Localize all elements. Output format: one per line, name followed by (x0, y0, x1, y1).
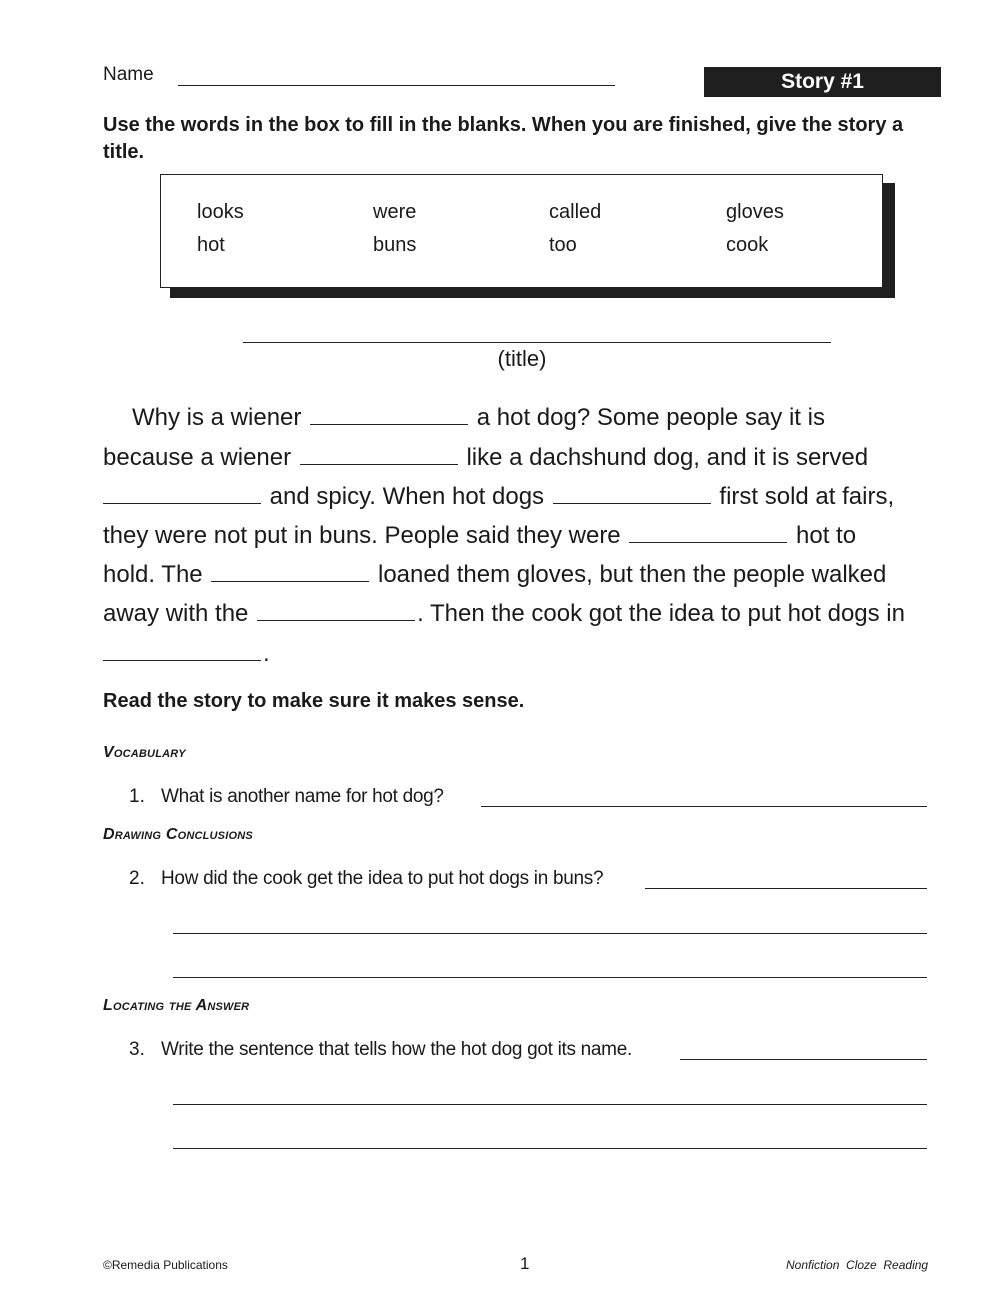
title-field[interactable] (243, 342, 831, 343)
name-label: Name (103, 64, 154, 85)
story-text: because a wiener (103, 444, 292, 471)
word-bank-item: were (373, 201, 417, 223)
story-line (103, 444, 868, 472)
story-blank[interactable] (257, 619, 415, 621)
word-bank-item: called (549, 201, 602, 223)
word-bank-item: too (549, 234, 577, 256)
story-text: hot to (796, 522, 857, 549)
footer-publisher: ©Remedia Publications (103, 1258, 228, 1272)
answer-line[interactable] (173, 977, 927, 978)
section-heading-drawing-conclusions: Drawing Conclusions (103, 826, 253, 843)
question-text: What is another name for hot dog? (161, 786, 444, 807)
story-blank[interactable] (629, 541, 787, 543)
story-line (103, 483, 894, 511)
story-line (103, 640, 270, 668)
story-text: Why is a wiener (132, 404, 302, 431)
story-blank[interactable] (310, 423, 468, 425)
instructions: Use the words in the box to fill in the blanks. When you are finished, give the story a title. (103, 114, 904, 163)
story-text: away with the (103, 600, 249, 627)
story-number-badge: Story #1 (704, 67, 941, 97)
word-box (160, 174, 883, 288)
story-text: first sold at fairs, (719, 483, 895, 510)
story-blank[interactable] (300, 463, 458, 465)
page-number: 1 (520, 1254, 530, 1273)
question-number: 1. (129, 786, 145, 807)
question-number: 2. (129, 868, 145, 889)
story-blank[interactable] (211, 580, 369, 582)
answer-line[interactable] (481, 806, 927, 807)
story-blank[interactable] (553, 502, 711, 504)
word-bank-item: buns (373, 234, 417, 256)
story-blank[interactable] (103, 502, 261, 504)
story-line (103, 561, 886, 589)
answer-line[interactable] (173, 1104, 927, 1105)
answer-line[interactable] (173, 933, 927, 934)
answer-line[interactable] (645, 888, 927, 889)
word-bank-item: looks (197, 201, 244, 223)
question-text: How did the cook get the idea to put hot dogs in buns? (161, 868, 604, 889)
section-heading-vocabulary: Vocabulary (103, 744, 186, 761)
story-line (103, 600, 905, 628)
story-text: hold. The (103, 561, 203, 588)
footer-book-title: Nonfiction Cloze Reading (786, 1258, 929, 1272)
name-field[interactable] (178, 85, 615, 86)
answer-line[interactable] (173, 1148, 927, 1149)
read-instruction: Read the story to make sure it makes sense. (103, 690, 525, 712)
story-line (132, 404, 825, 432)
story-text: a hot dog? Some people say it is (476, 404, 825, 431)
story-text: loaned them gloves, but then the people walked (377, 561, 887, 588)
story-text: like a dachshund dog, and it is served (466, 444, 869, 471)
story-text: . Then the cook got the idea to put hot dogs in (417, 600, 905, 627)
title-caption: (title) (497, 346, 547, 371)
question-text: Write the sentence that tells how the hot dog got its name. (161, 1039, 632, 1060)
word-bank-item: hot (197, 234, 225, 256)
answer-line[interactable] (680, 1059, 927, 1060)
question-number: 3. (129, 1039, 145, 1060)
word-bank-item: cook (726, 234, 769, 256)
story-blank[interactable] (103, 659, 261, 661)
story-line (103, 522, 856, 550)
story-text: . (263, 640, 270, 667)
word-bank-item: gloves (726, 201, 784, 223)
story-text: and spicy. When hot dogs (269, 483, 545, 510)
section-heading-locating-answer: Locating the Answer (103, 997, 250, 1014)
story-text: they were not put in buns. People said they were (103, 522, 621, 549)
